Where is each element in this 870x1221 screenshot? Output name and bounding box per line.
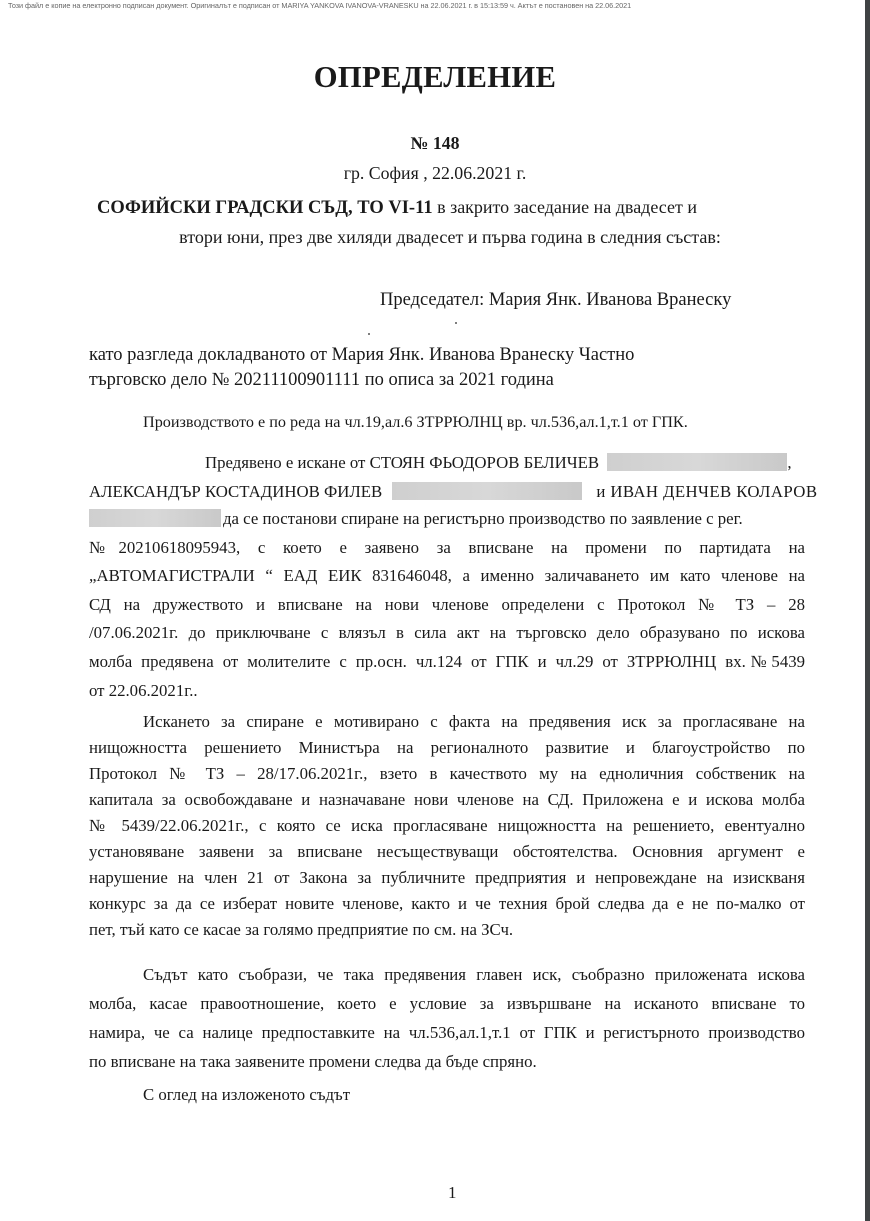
court-line-2: втори юни, през две хиляди двадесет и първа година в следния състав: xyxy=(179,227,721,247)
page-number: 1 xyxy=(448,1183,457,1202)
para1-line-1 xyxy=(205,452,792,474)
court-line-rest: в закрито заседание на двадесет и xyxy=(432,197,697,217)
para1-line-2 xyxy=(89,481,817,503)
court-name: СОФИЙСКИ ГРАДСКИ СЪД, ТО VI-11 xyxy=(97,198,433,218)
para1-line-7: /07.06.2021г. до приключване с влязъл в сила акт на търговско дело образувано по искова xyxy=(89,623,805,642)
para1-line-4: №20210618095943, с което е заявено за вписване на промени по партидата на xyxy=(89,538,805,557)
para1-text: и ИВАН ДЕНЧЕВ КОЛАРОВ xyxy=(596,482,818,501)
decision-number: № 148 xyxy=(410,133,460,153)
scan-speck xyxy=(368,333,370,335)
para2-line: капитала за освобождаване и назначаване нови членове на СД. Приложена е и искова молба xyxy=(89,790,805,809)
para1-line-9: от 22.06.2021г.. xyxy=(89,681,198,700)
para1-line-3 xyxy=(89,508,743,530)
place-date: гр. София , 22.06.2021 г. xyxy=(343,163,527,183)
para2-line: нарушение на член 21 от Закона за публичните предприятия и непровеждане на изискваня xyxy=(89,868,805,887)
procedure-line: Производството е по реда на чл.19,ал.6 ЗТРРЮЛНЦ вр. чл.536,ал.1,т.1 от ГПК. xyxy=(143,413,688,431)
para2-line: Протокол № ТЗ – 28/17.06.2021г., взето в качеството му на едноличния собственик на xyxy=(89,764,805,783)
court-line xyxy=(97,195,697,220)
para2-line: пет, тъй като се касае за голямо предприятие по см. на ЗСч. xyxy=(89,920,514,939)
para1-text: да се постанови спиране на регистърно производство по заявление с рег. xyxy=(223,509,743,528)
para1-comma: , xyxy=(787,453,792,472)
para1-line-5: „АВТОМАГИСТРАЛИ “ ЕАД ЕИК 831646048, а именно заличаването им като членове на xyxy=(89,566,805,585)
case-line-1: като разгледа докладваното от Мария Янк. Иванова Вранеску Частно xyxy=(89,345,635,365)
document-title: ОПРЕДЕЛЕНИЕ xyxy=(313,60,557,94)
para2-line: Искането за спиране е мотивирано с факта на предявения иск за прогласяване на xyxy=(143,712,805,731)
redaction-box xyxy=(392,482,582,500)
para1-text: АЛЕКСАНДЪР КОСТАДИНОВ ФИЛЕВ xyxy=(89,482,383,501)
para2-line: установяване заявени за вписване несъществуващи обстоятелства. Основния аргумент е xyxy=(89,842,805,861)
para3-line: молба, касае правоотношение, което е условие за извършване на исканото вписване то xyxy=(89,994,805,1013)
e-signature-note: Този файл е копие на електронно подписан документ. Оригиналът е подписан от MARIYA YANKOVA IVANOVA-VRANESKU на 22.06.2021 г. в 15:13:59 ч. Актът е постановен на 22.06.2021 xyxy=(8,1,632,10)
chairman-line: Председател: Мария Янк. Иванова Вранеску xyxy=(380,290,732,310)
para2-line: № 5439/22.06.2021г., с която се иска прогласяване нищожността на решението, евентуално xyxy=(89,816,805,835)
para1-line-8: молба предявена от молителите с пр.осн. чл.124 от ГПК и чл.29 от ЗТРРЮЛНЦ вх.№5439 xyxy=(89,652,805,671)
scan-speck xyxy=(455,322,457,324)
para2-line: нищожността решението Министъра на регионалното развитие и благоустройство по xyxy=(89,738,805,757)
para3-line: Съдът като съобрази, че така предявения главен иск, съобразно приложената искова xyxy=(143,965,805,984)
redaction-box xyxy=(89,509,221,527)
case-line-2: търговско дело № 20211100901111 по описа за 2021 година xyxy=(89,370,554,390)
para2-line: конкурс за да се изберат новите членове, както и че техния брой следва да е не по-малко от xyxy=(89,894,805,913)
redaction-box xyxy=(607,453,787,471)
para1-line-6: СД на дружеството и вписване на нови членове определени с Протокол № ТЗ – 28 xyxy=(89,595,805,614)
closing-line: С оглед на изложеното съдът xyxy=(143,1085,351,1104)
para1-text: Предявено е искане от СТОЯН ФЬОДОРОВ БЕЛИЧЕВ xyxy=(205,453,600,472)
para3-line: намира, че са налице предпоставките на чл.536,ал.1,т.1 от ГПК и регистърното производство xyxy=(89,1023,805,1042)
para3-line: по вписване на така заявените промени следва да бъде спряно. xyxy=(89,1052,537,1071)
